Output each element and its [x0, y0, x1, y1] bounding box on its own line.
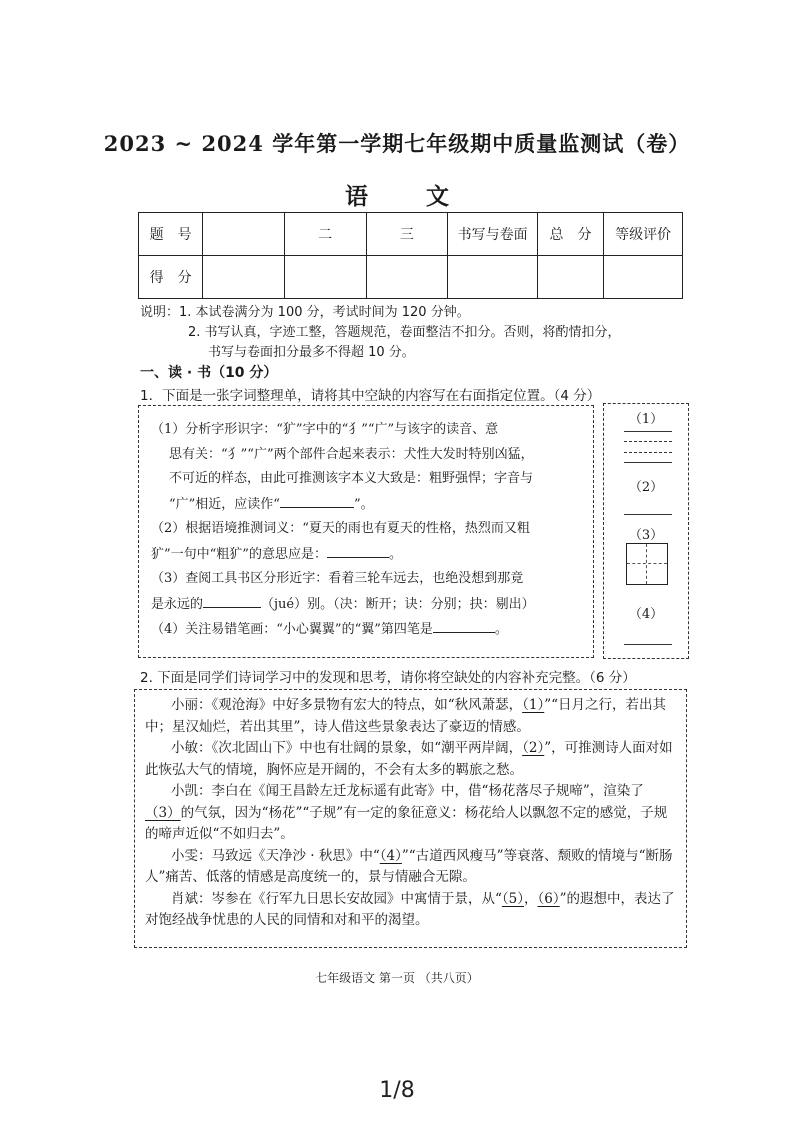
score-input-cell[interactable]	[537, 256, 603, 299]
q1-text-line: （1）分析字形识字：“犷”字中的“犭”“广”与该字的读音、意	[151, 422, 499, 437]
score-input-cell[interactable]	[203, 256, 284, 299]
q2-paragraph	[145, 846, 678, 889]
exam-title: 2023 ~ 2024 学年第一学期七年级期中质量监测试（卷）	[103, 131, 691, 156]
answer-label: （1）	[628, 412, 664, 427]
q2-text: ”“日月之行，若出其中；星汉灿烂，若出其里”，诗人借这些景象表达了豪迈的情感。	[145, 697, 667, 735]
instruction-line: 书写与卷面扣分最多不得超 10 分。	[208, 345, 415, 360]
answer-label: （4）	[628, 607, 664, 622]
question-1-prompt: 1．下面是一张字词整理单，请将其中空缺的内容写在右面指定位置。（4 分）	[140, 388, 601, 404]
score-table-score-row	[139, 256, 683, 299]
q1-blank[interactable]	[203, 592, 261, 608]
q2-paragraph	[145, 738, 678, 781]
q1-text: 犷”一句中“粗犷”的意思应是：	[151, 546, 327, 562]
q2-paragraph	[145, 695, 678, 738]
instruction-line: 说明：1. 本试卷满分为 100 分，考试时间为 120 分钟。	[140, 305, 470, 320]
instruction-line: 2. 书写认真，字迹工整，答题规范，卷面整洁不扣分。否则，将酌情扣分，	[188, 325, 621, 340]
answer-label: （3）	[628, 528, 664, 543]
q1-text-line	[151, 617, 583, 643]
q1-text-line	[151, 592, 583, 618]
q2-paragraph	[145, 781, 678, 846]
question-2-box	[134, 689, 687, 948]
answer-line	[624, 441, 672, 442]
score-cell: 书写与卷面	[448, 213, 538, 256]
answer-line	[624, 462, 672, 463]
q1-text-line: 思有关：“犭”“广”两个部件合起来表示：犬性大发时特别凶猛，	[169, 446, 534, 462]
answer-label: （2）	[628, 480, 664, 495]
score-table-header-row	[139, 213, 683, 256]
q2-blank[interactable]: （3）	[145, 804, 181, 821]
q1-blank[interactable]	[327, 542, 389, 558]
q1-text: （4）关注易错笔画：“小心翼翼”的“翼”第四笔是	[151, 622, 433, 637]
score-cell	[203, 213, 284, 256]
q2-text: 小雯：马致远《天净沙 · 秋思》中“	[171, 847, 380, 864]
q2-text: ”的遐想中，表达了对饱经战争忧患的人民的同情和对和平的渴望。	[145, 890, 675, 928]
q1-text-line: 不可近的样态，由此可推测该字本义大致是：粗野强悍；字音与	[169, 471, 534, 486]
q2-blank[interactable]: （5）	[501, 890, 524, 907]
q2-text: ，	[524, 890, 538, 907]
score-table	[138, 212, 683, 299]
q1-text-line	[151, 542, 583, 568]
score-input-cell[interactable]	[284, 256, 366, 299]
score-cell: 二	[284, 213, 366, 256]
q2-text: ”，可推测诗人面对如此恢弘大气的情境，胸怀应是开阔的，不会有太多的羁旅之愁。	[145, 740, 673, 778]
tian-grid-box[interactable]	[626, 543, 668, 585]
q2-blank[interactable]: （1）	[522, 697, 545, 713]
section-heading: 一、读 · 书（10 分）	[140, 365, 278, 381]
q1-text: “广”相近，应读作“	[169, 496, 280, 512]
answer-line[interactable]	[624, 644, 672, 645]
q2-text: 小凯：李白在《闻王昌龄左迁龙标遥有此寄》中，借“杨花落尽子规啼”，渲染了	[171, 783, 644, 799]
q1-text: 是永远的	[151, 596, 204, 612]
q1-text: ”。	[353, 496, 374, 512]
score-cell: 总 分	[537, 213, 603, 256]
q2-blank[interactable]: （6）	[537, 890, 560, 907]
question-1-box	[138, 405, 594, 658]
q1-text-line	[151, 492, 583, 518]
q2-blank[interactable]: （4）	[379, 847, 402, 864]
q1-blank[interactable]	[280, 492, 354, 508]
q2-text: 小敏：《次北固山下》中也有壮阔的景象，如“潮平两岸阔，	[171, 740, 523, 756]
score-cell: 三	[366, 213, 448, 256]
answer-line[interactable]	[624, 514, 672, 515]
score-input-cell[interactable]	[448, 256, 538, 299]
grid-guide	[627, 563, 667, 564]
q1-text: 。	[494, 622, 508, 637]
q1-text: 。	[388, 546, 402, 562]
instructions	[140, 303, 700, 363]
q1-text-line: （3）查阅工具书区分形近字：看着三轮车远去，也绝没想到那竟	[151, 571, 524, 586]
q2-text: 肖斌：岑参在《行军九日思长安故园》中寓情于景，从“	[171, 890, 502, 907]
grid-guide	[646, 544, 647, 584]
answer-line[interactable]	[624, 431, 672, 432]
question-2-prompt: 2. 下面是同学们诗词学习中的发现和思考，请你将空缺处的内容补充完整。（6 分）	[140, 670, 636, 686]
page-footer: 七年级语文 第一页 （共八页）	[315, 971, 479, 985]
answer-line	[624, 452, 672, 453]
page-indicator: 1/8	[379, 1078, 415, 1103]
q2-text: 小丽：《观沧海》中好多景物有宏大的特点，如“秋风萧瑟，	[171, 697, 523, 713]
score-cell: 题 号	[139, 213, 203, 256]
score-cell: 等级评价	[604, 213, 683, 256]
q2-text: 的气氛，因为“杨花”“子规”有一定的象征意义：杨花给人以飘忽不定的感觉，子规的啼声近似“不如归去”。	[145, 804, 668, 842]
q2-blank[interactable]: （2）	[522, 740, 545, 756]
score-input-cell[interactable]	[604, 256, 683, 299]
score-input-cell[interactable]	[366, 256, 448, 299]
answer-column	[603, 403, 689, 659]
q2-paragraph	[145, 889, 678, 932]
q2-text: ”“古道西风瘦马”等衰落、颓败的情境与“断肠人”痛苦、低落的情感是高度统一的，景与情融合无隙。	[145, 847, 673, 885]
q1-text: （jué）别。（决：断开；诀：分别；抉：剔出）	[261, 596, 535, 612]
score-row-label: 得 分	[139, 256, 203, 299]
subject-title: 语文	[345, 183, 507, 210]
q1-text-line: （2）根据语境推测词义：“夏天的雨也有夏天的性格，热烈而又粗	[151, 521, 530, 536]
q1-blank[interactable]	[433, 617, 495, 633]
